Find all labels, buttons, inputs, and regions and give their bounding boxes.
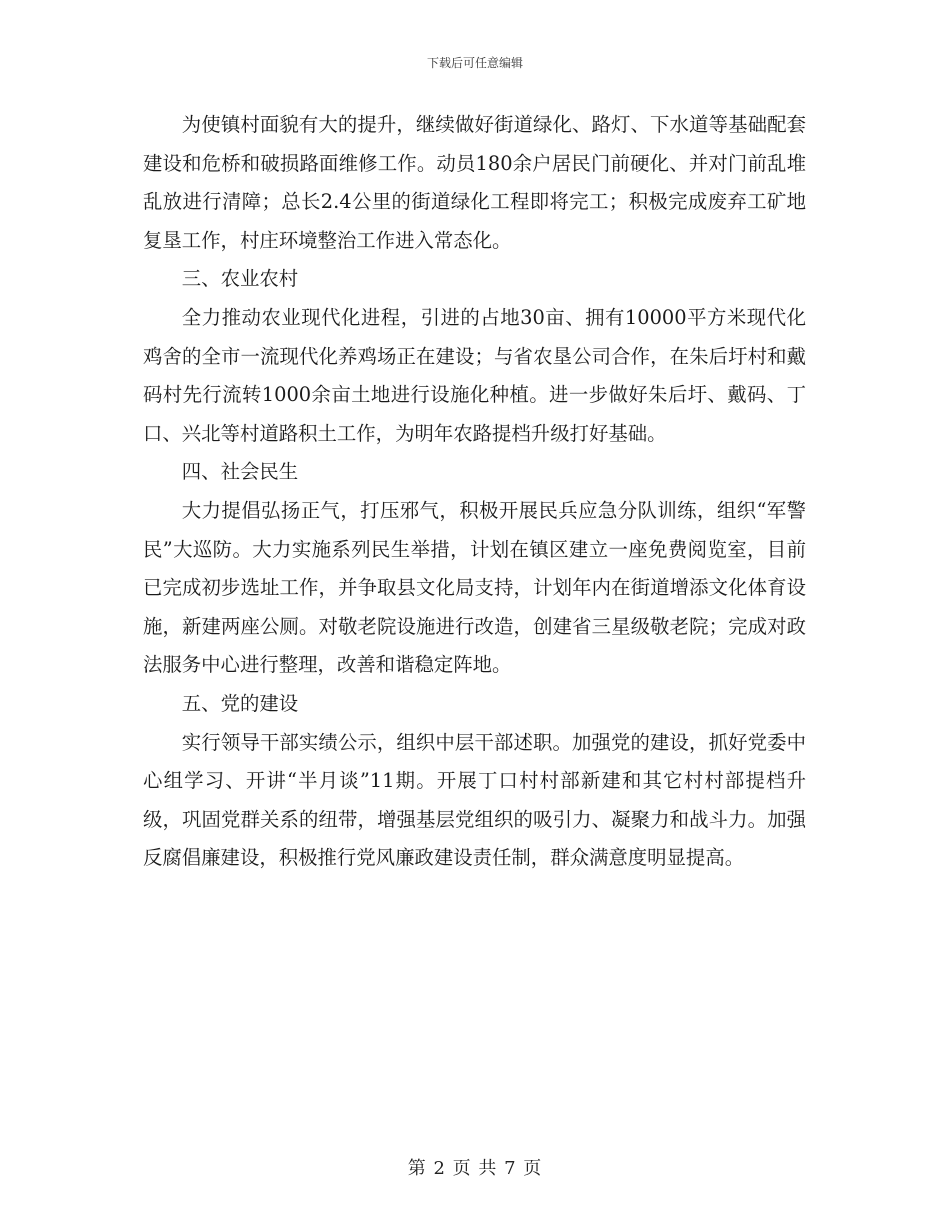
section-heading-livelihood: 四、社会民生 <box>181 460 299 484</box>
section-heading-agriculture: 三、农业农村 <box>181 267 299 291</box>
paragraph-livelihood: 大力提倡弘扬正气，打压邪气，积极开展民兵应急分队训练，组织“军警民”大巡防。大力实施系列民生举措，计划在镇区建立一座免费阅览室，目前已完成初步选址工作，并争取县文化局支持，计划年内在街道增添文化体育设施，新建两座公厕。对敬老院设施进行改造，创建省三星级敬老院；完成对政法服务中心进行整理，改善和谐稳定阵地。 <box>143 498 806 677</box>
page-header-note: 下载后可任意编辑 <box>426 56 523 70</box>
paragraph-agriculture: 全力推动农业现代化进程，引进的占地30亩、拥有10000平方米现代化鸡舍的全市一流现代化养鸡场正在建设；与省农垦公司合作，在朱后圩村和戴码村先行流转1000余亩土地进行设施化种植。进一步做好朱后圩、戴码、丁口、兴北等村道路积土工作，为明年农路提档升级打好基础。 <box>143 305 806 445</box>
paragraph-town-environment: 为使镇村面貌有大的提升，继续做好街道绿化、路灯、下水道等基础配套建设和危桥和破损路面维修工作。动员180余户居民门前硬化、并对门前乱堆乱放进行清障；总长2.4公里的街道绿化工程即将完工；积极完成废弃工矿地复垦工作，村庄环境整治工作进入常态化。 <box>143 113 806 252</box>
document-body <box>143 106 806 878</box>
paragraph-party-building: 实行领导干部实绩公示，组织中层干部述职。加强党的建设，抓好党委中心组学习、开讲“半月谈”11期。开展丁口村村部新建和其它村村部提档升级，巩固党群关系的纽带，增强基层党组织的吸引力、凝聚力和战斗力。加强反腐倡廉建设，积极推行党风廉政建设责任制，群众满意度明显提高。 <box>143 730 806 870</box>
page-number-footer: 第 2 页 共 7 页 <box>407 1158 543 1179</box>
section-heading-party-building: 五、党的建设 <box>181 691 299 715</box>
